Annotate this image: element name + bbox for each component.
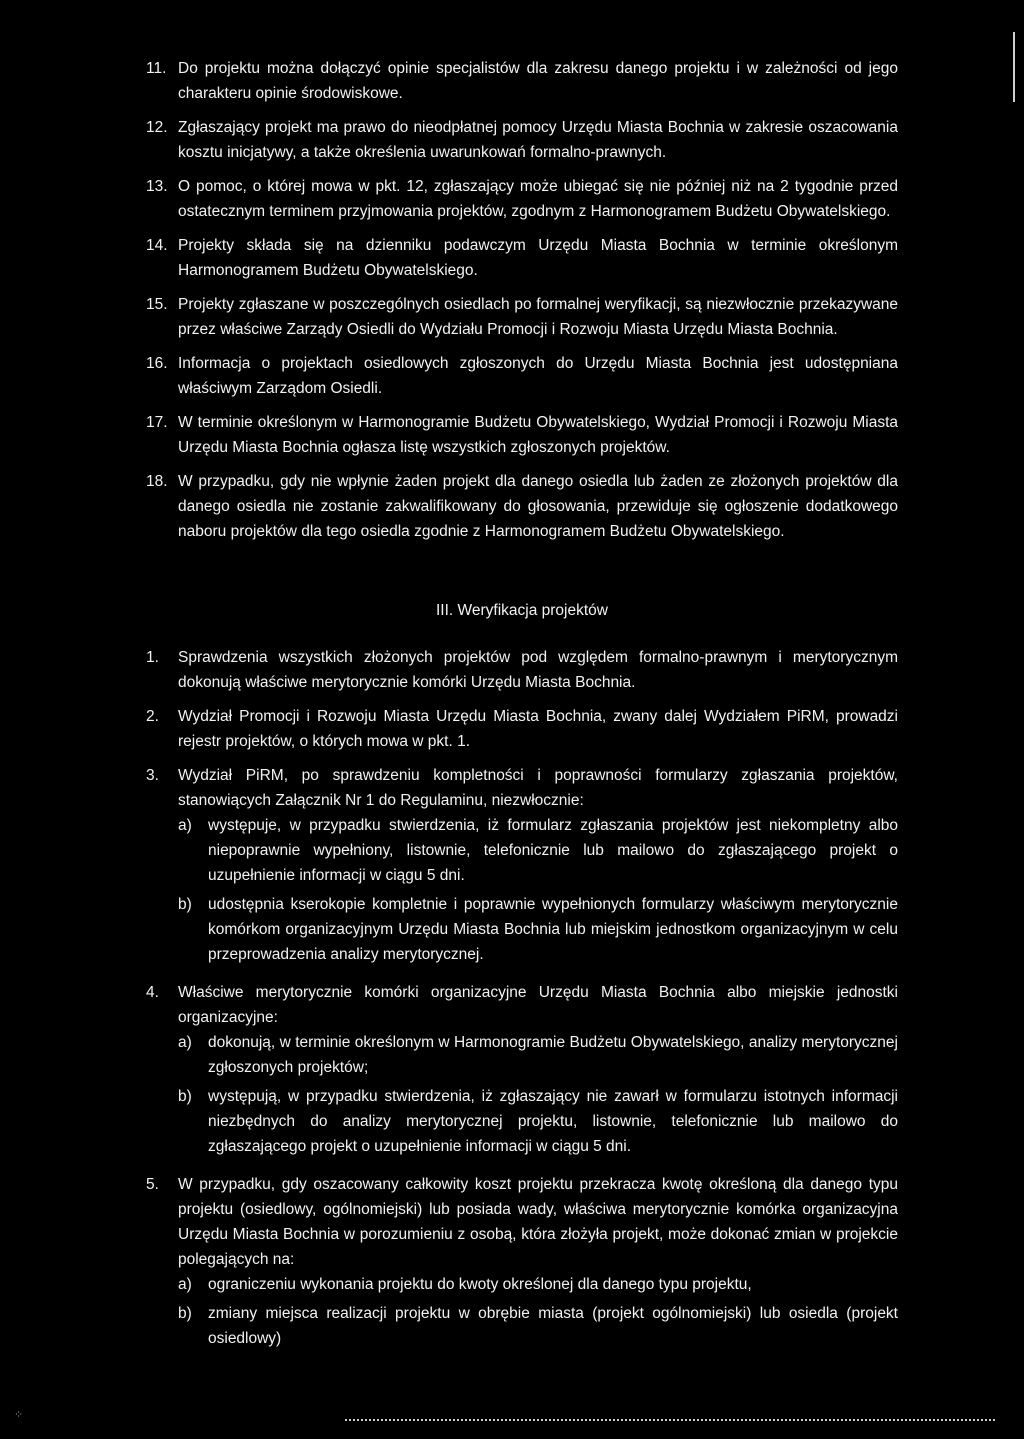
item-number: 1. [146, 649, 159, 666]
item-body [178, 174, 898, 224]
item-number: 17. [146, 414, 168, 431]
item-text: Wydział Promocji i Rozwoju Miasta Urzędu Miasta Bochnia, zwany dalej Wydziałem PiRM, prowadzi rejestr projektów, o których mowa w pkt. 1. [178, 708, 898, 750]
sub-item-text: udostępnia kserokopie kompletnie i poprawnie wypełnionych formularzy właściwym merytorycznie komórkom organizacyjnym Urzędu Miasta Bochnia lub miejskim jednostkom organizacyjnym w celu przeprowadzenia analizy merytorycznej. [208, 896, 898, 963]
item-body [178, 980, 898, 1163]
item-number: 13. [146, 178, 168, 195]
item-text: Zgłaszający projekt ma prawo do nieodpłatnej pomocy Urzędu Miasta Bochnia w zakresie oszacowania kosztu inicjatywy, a także określenia uwarunkowań formalno-prawnych. [178, 119, 898, 161]
item-body [178, 115, 898, 165]
sub-item [178, 892, 898, 967]
item-text: Właściwe merytorycznie komórki organizacyjne Urzędu Miasta Bochnia albo miejskie jednostki organizacyjne: [178, 984, 898, 1026]
scan-edge-line [1013, 32, 1015, 102]
list-item [146, 174, 898, 224]
verification-points-list [146, 645, 898, 1355]
list-item [146, 56, 898, 106]
list-item [146, 645, 898, 695]
list-item [146, 410, 898, 460]
item-body [178, 351, 898, 401]
item-body [178, 233, 898, 283]
list-item [146, 351, 898, 401]
sub-item-text: występuje, w przypadku stwierdzenia, iż formularz zgłaszania projektów jest niekompletny albo niepoprawnie wypełniony, listownie, telefonicznie lub mailowo do zgłaszającego projekt o uzupełnienie informacji w ciągu 5 dni. [208, 817, 898, 884]
item-number: 3. [146, 767, 159, 784]
document-page [146, 56, 898, 1364]
item-body [178, 410, 898, 460]
sub-item-letter: b) [178, 896, 192, 913]
item-body [178, 645, 898, 695]
item-number: 12. [146, 119, 168, 136]
list-item [146, 763, 898, 971]
sub-item-letter: b) [178, 1088, 192, 1105]
sub-item-letter: a) [178, 1276, 192, 1293]
list-item [146, 704, 898, 754]
item-text: Projekty składa się na dzienniku podawczym Urzędu Miasta Bochnia w terminie określonym Harmonogramem Budżetu Obywatelskiego. [178, 237, 898, 279]
section-title: III. Weryfikacja projektów [436, 602, 608, 619]
list-item [146, 233, 898, 283]
item-text: Informacja o projektach osiedlowych zgłoszonych do Urzędu Miasta Bochnia jest udostępniana właściwym Zarządom Osiedli. [178, 355, 898, 397]
item-number: 15. [146, 296, 168, 313]
list-item [146, 980, 898, 1163]
item-number: 2. [146, 708, 159, 725]
sub-item [178, 1030, 898, 1080]
list-item [146, 115, 898, 165]
item-body [178, 292, 898, 342]
footer-dotted-line [345, 1419, 995, 1423]
sub-item-letter: a) [178, 1034, 192, 1051]
item-text: Wydział PiRM, po sprawdzeniu kompletności i poprawności formularzy zgłaszania projektów, stanowiących Załącznik Nr 1 do Regulaminu, niezwłocznie: [178, 767, 898, 809]
sub-item-text: dokonują, w terminie określonym w Harmonogramie Budżetu Obywatelskiego, analizy merytorycznej zgłoszonych projektów; [208, 1034, 898, 1076]
item-body [178, 1172, 898, 1355]
item-body [178, 56, 898, 106]
sub-item [178, 1301, 898, 1351]
list-item [146, 469, 898, 544]
item-number: 18. [146, 473, 168, 490]
sub-item-text: występują, w przypadku stwierdzenia, iż zgłaszający nie zawarł w formularzu istotnych informacji niezbędnych do analizy merytorycznej projektu, listownie, telefonicznie lub mailowo do zgłaszającego projekt o uzupełnienie informacji w ciągu 5 dni. [208, 1088, 898, 1155]
item-number: 16. [146, 355, 168, 372]
list-item [146, 1172, 898, 1355]
item-number: 4. [146, 984, 159, 1001]
item-number: 5. [146, 1176, 159, 1193]
sub-item [178, 1272, 898, 1297]
item-text: W przypadku, gdy nie wpłynie żaden projekt dla danego osiedla lub żaden ze złożonych projektów dla danego osiedla nie zostanie zakwalifikowany do głosowania, przewiduje się ogłoszenie dodatkowego naboru projektów dla tego osiedla zgodnie z Harmonogramem Budżetu Obywatelskiego. [178, 473, 898, 540]
list-item [146, 292, 898, 342]
item-body [178, 469, 898, 544]
item-number: 14. [146, 237, 168, 254]
sub-item-text: ograniczeniu wykonania projektu do kwoty określonej dla danego typu projektu, [208, 1276, 752, 1293]
scan-corner-mark: ⁘ [14, 1409, 24, 1421]
item-text: Sprawdzenia wszystkich złożonych projektów pod względem formalno-prawnym i merytorycznym dokonują właściwe merytorycznie komórki Urzędu Miasta Bochnia. [178, 649, 898, 691]
item-text: W przypadku, gdy oszacowany całkowity koszt projektu przekracza kwotę określoną dla danego typu projektu (osiedlowy, ogólnomiejski) lub posiada wady, właściwa merytorycznie komórka organizacyjna Urzędu Miasta Bochnia w porozumieniu z osobą, która złożyła projekt, może dokonać zmian w projekcie polegających na: [178, 1176, 898, 1268]
sub-item-letter: b) [178, 1305, 192, 1322]
sub-item [178, 1084, 898, 1159]
item-body [178, 763, 898, 971]
item-text: Do projektu można dołączyć opinie specjalistów dla zakresu danego projektu i w zależności od jego charakteru opinie środowiskowe. [178, 60, 898, 102]
item-number: 11. [146, 60, 167, 77]
points-list-continued [146, 56, 898, 544]
item-text: Projekty zgłaszane w poszczególnych osiedlach po formalnej weryfikacji, są niezwłocznie przekazywane przez właściwe Zarządy Osiedli do Wydziału Promocji i Rozwoju Miasta Urzędu Miasta Bochnia. [178, 296, 898, 338]
sub-item [178, 813, 898, 888]
sub-item-letter: a) [178, 817, 192, 834]
item-text: O pomoc, o której mowa w pkt. 12, zgłaszający może ubiegać się nie później niż na 2 tygodnie przed ostatecznym terminem przyjmowania projektów, zgodnym z Harmonogramem Budżetu Obywatelskiego. [178, 178, 898, 220]
item-body [178, 704, 898, 754]
item-text: W terminie określonym w Harmonogramie Budżetu Obywatelskiego, Wydział Promocji i Rozwoju Miasta Urzędu Miasta Bochnia ogłasza listę wszystkich zgłoszonych projektów. [178, 414, 898, 456]
sub-item-text: zmiany miejsca realizacji projektu w obrębie miasta (projekt ogólnomiejski) lub osiedla (projekt osiedlowy) [208, 1305, 898, 1347]
